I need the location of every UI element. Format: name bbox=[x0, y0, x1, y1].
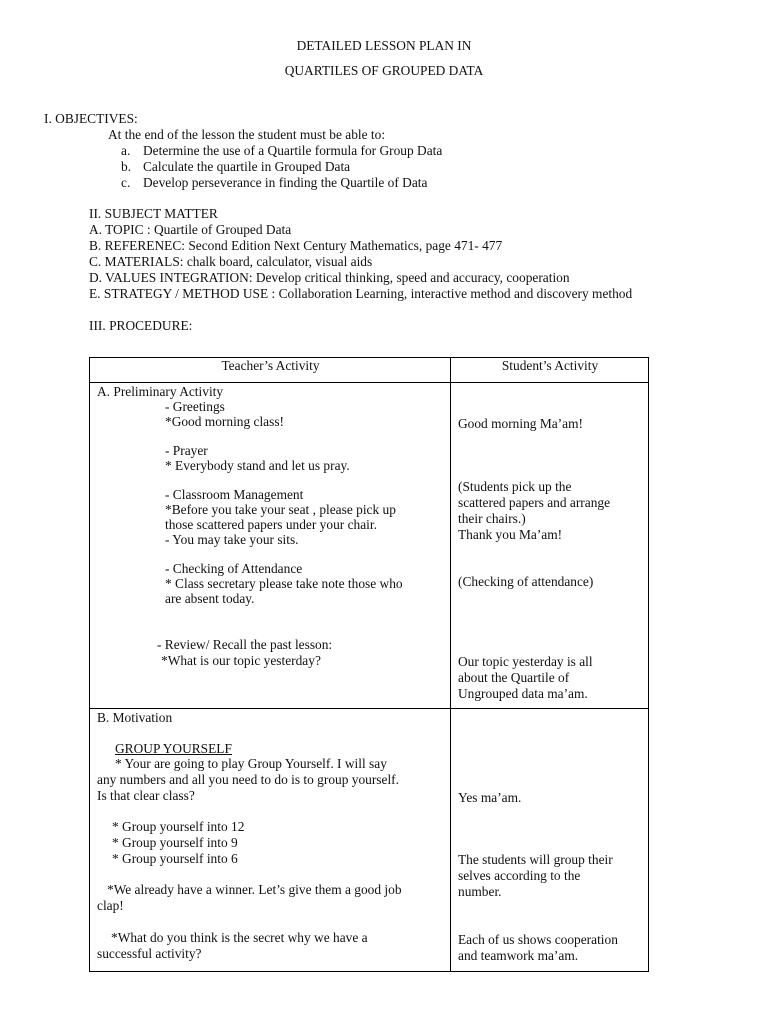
subject-reference: B. REFERENEC: Second Edition Next Century Mathematics, page 471- 477 bbox=[89, 238, 503, 253]
teacher-line: *Good morning class! bbox=[165, 414, 285, 429]
student-line: Yes ma’am. bbox=[458, 790, 522, 805]
objective-item-c: Develop perseverance in finding the Quartile of Data bbox=[143, 175, 428, 190]
teacher-line: * Everybody stand and let us pray. bbox=[165, 458, 350, 473]
student-line: selves according to the bbox=[458, 868, 581, 883]
teacher-cell-motivation bbox=[90, 709, 451, 972]
student-cell-motivation bbox=[451, 709, 649, 972]
motivation-heading: B. Motivation bbox=[97, 710, 173, 725]
group-yourself-title: GROUP YOURSELF bbox=[115, 741, 232, 756]
student-line: (Checking of attendance) bbox=[458, 574, 594, 589]
student-activity-header bbox=[451, 358, 649, 383]
student-cell-preliminary bbox=[451, 383, 649, 709]
procedure-heading: III. PROCEDURE: bbox=[89, 318, 193, 333]
teacher-line: * Your are going to play Group Yourself. I will say bbox=[115, 756, 387, 771]
teacher-line: * Group yourself into 9 bbox=[112, 835, 238, 850]
subject-matter-heading: II. SUBJECT MATTER bbox=[89, 206, 218, 221]
student-line: (Students pick up the bbox=[458, 479, 572, 494]
teacher-line: those scattered papers under your chair. bbox=[165, 517, 377, 532]
table-row-preliminary bbox=[90, 383, 649, 709]
student-header-label: Student’s Activity bbox=[501, 358, 599, 373]
teacher-line: - Greetings bbox=[165, 399, 225, 414]
subject-topic: A. TOPIC : Quartile of Grouped Data bbox=[89, 222, 292, 237]
teacher-line: * Group yourself into 12 bbox=[112, 819, 245, 834]
objective-marker-b: b. bbox=[121, 159, 132, 174]
teacher-line: any numbers and all you need to do is to group yourself. bbox=[97, 772, 399, 787]
preliminary-activity-heading: A. Preliminary Activity bbox=[97, 384, 224, 399]
objective-item-b: Calculate the quartile in Grouped Data bbox=[143, 159, 351, 174]
subject-values-integration: D. VALUES INTEGRATION: Develop critical thinking, speed and accuracy, cooperation bbox=[89, 270, 570, 285]
subject-materials: C. MATERIALS: chalk board, calculator, visual aids bbox=[89, 254, 373, 269]
student-line: about the Quartile of bbox=[458, 670, 570, 685]
teacher-line: are absent today. bbox=[165, 591, 255, 606]
teacher-cell-preliminary bbox=[90, 383, 451, 709]
teacher-line: *What is our topic yesterday? bbox=[161, 653, 321, 668]
student-line: Ungrouped data ma’am. bbox=[458, 686, 588, 701]
student-line: Thank you Ma’am! bbox=[458, 527, 563, 542]
teacher-line: *We already have a winner. Let’s give them a good job bbox=[107, 882, 402, 897]
procedure-table bbox=[89, 357, 649, 972]
teacher-header-label: Teacher’s Activity bbox=[221, 358, 320, 373]
student-line: and teamwork ma’am. bbox=[458, 948, 579, 963]
teacher-line: * Group yourself into 6 bbox=[112, 851, 238, 866]
title-line-2: QUARTILES OF GROUPED DATA bbox=[284, 63, 484, 78]
subject-strategy: E. STRATEGY / METHOD USE : Collaboration Learning, interactive method and discovery method bbox=[89, 286, 633, 301]
teacher-line: Is that clear class? bbox=[97, 788, 195, 803]
teacher-line: - Review/ Recall the past lesson: bbox=[157, 637, 333, 652]
teacher-line: clap! bbox=[97, 898, 124, 913]
student-line: scattered papers and arrange bbox=[458, 495, 611, 510]
objectives-heading: I. OBJECTIVES: bbox=[44, 111, 138, 126]
teacher-line: *Before you take your seat , please pick up bbox=[165, 502, 396, 517]
title-line-1: DETAILED LESSON PLAN IN bbox=[296, 38, 472, 53]
teacher-line: - Prayer bbox=[165, 443, 208, 458]
teacher-line: - Classroom Management bbox=[165, 487, 304, 502]
table-header-row bbox=[90, 358, 649, 383]
student-line: Each of us shows cooperation bbox=[458, 932, 618, 947]
student-line: number. bbox=[458, 884, 502, 899]
objectives-intro: At the end of the lesson the student must be able to: bbox=[108, 127, 386, 142]
teacher-line: - Checking of Attendance bbox=[165, 561, 303, 576]
teacher-line: *What do you think is the secret why we have a bbox=[111, 930, 368, 945]
teacher-line: * Class secretary please take note those who bbox=[165, 576, 403, 591]
teacher-activity-header bbox=[90, 358, 451, 383]
teacher-line: successful activity? bbox=[97, 946, 202, 961]
student-line: The students will group their bbox=[458, 852, 613, 867]
teacher-line: - You may take your sits. bbox=[165, 532, 299, 547]
table-row-motivation bbox=[90, 709, 649, 972]
objective-marker-c: c. bbox=[121, 175, 131, 190]
objective-item-a: Determine the use of a Quartile formula for Group Data bbox=[143, 143, 443, 158]
objective-marker-a: a. bbox=[121, 143, 131, 158]
student-line: Good morning Ma’am! bbox=[458, 416, 583, 431]
student-line: Our topic yesterday is all bbox=[458, 654, 593, 669]
student-line: their chairs.) bbox=[458, 511, 526, 526]
